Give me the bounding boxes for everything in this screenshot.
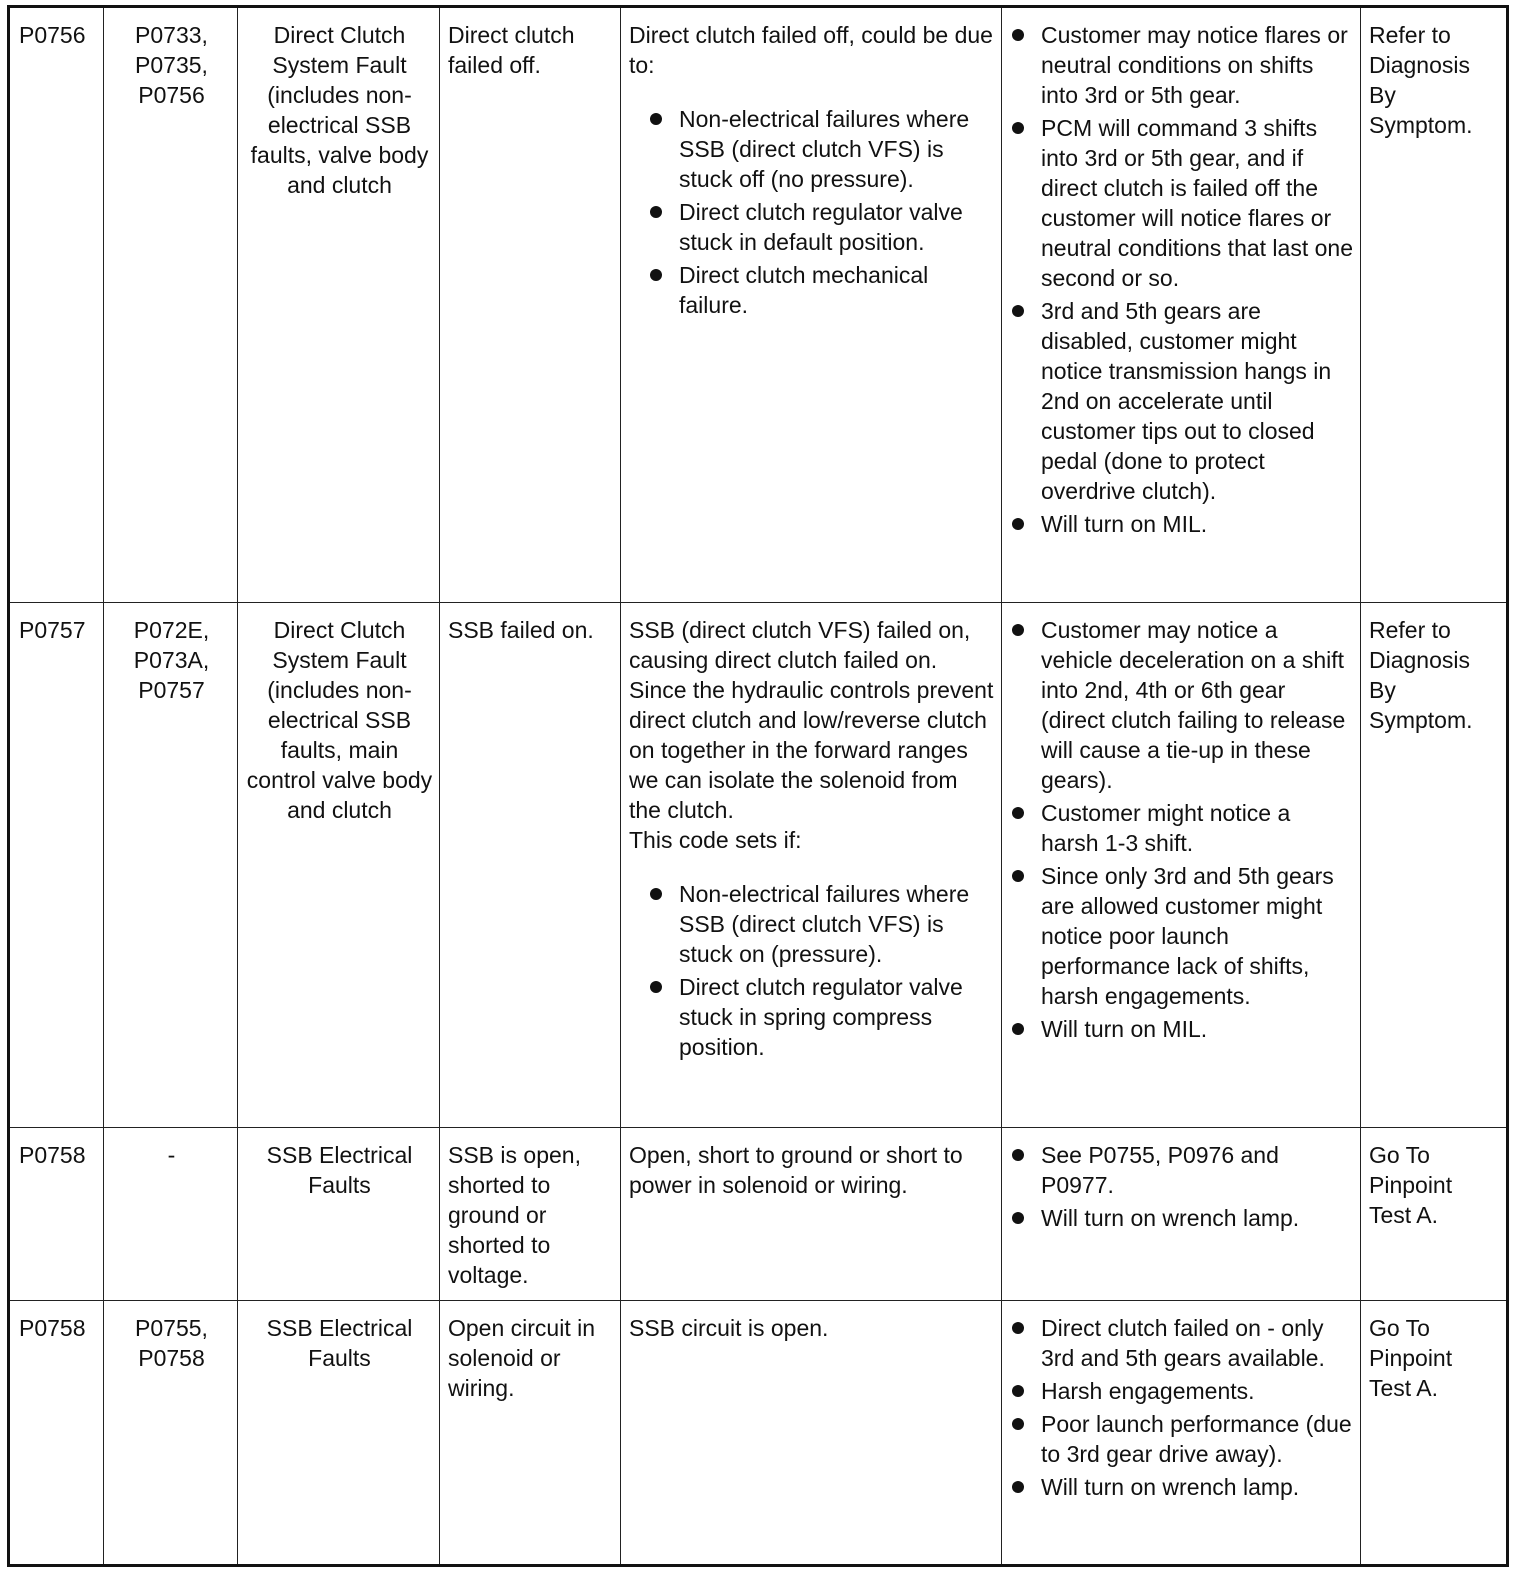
dtc-code-cell: P0756 (9, 7, 104, 603)
cause-cell (621, 1301, 1002, 1566)
symptoms-cell (1002, 603, 1361, 1128)
symptoms-cell (1002, 1301, 1361, 1566)
list-item: Customer might notice a harsh 1-3 shift. (1010, 798, 1354, 858)
list-item: Since only 3rd and 5th gears are allowed customer might notice poor launch performance lack of shifts, harsh engagements. (1010, 861, 1354, 1011)
cause-text: Direct clutch failed off, could be due to: (629, 22, 993, 78)
list-item: Will turn on MIL. (1010, 1014, 1354, 1044)
list-item: Non-electrical failures where SSB (direct clutch VFS) is stuck on (pressure). (648, 879, 995, 969)
related-code: P0756 (138, 82, 205, 108)
cause-text: SSB circuit is open. (629, 1315, 829, 1341)
description-cell: Direct Clutch System Fault (includes non-electrical SSB faults, valve body and clutch (238, 7, 440, 603)
cause-cell (621, 603, 1002, 1128)
related-code: P0735, (135, 52, 208, 78)
dtc-code-cell: P0758 (9, 1301, 104, 1566)
description-cell: Direct Clutch System Fault (includes non-electrical SSB faults, main control valve body and clutch (238, 603, 440, 1128)
related-codes-cell (104, 1301, 238, 1566)
condition-cell: SSB is open, shorted to ground or shorted to voltage. (440, 1128, 621, 1301)
list-item: Non-electrical failures where SSB (direct clutch VFS) is stuck off (no pressure). (648, 104, 995, 194)
list-item: Customer may notice flares or neutral conditions on shifts into 3rd or 5th gear. (1010, 20, 1354, 110)
related-code: P0757 (138, 677, 205, 703)
list-item: Direct clutch mechanical failure. (648, 260, 995, 320)
related-codes-cell (104, 1128, 238, 1301)
description-cell: SSB Electrical Faults (238, 1128, 440, 1301)
table-row (9, 1301, 1508, 1566)
list-item: Will turn on MIL. (1010, 509, 1354, 539)
dtc-code-cell: P0757 (9, 603, 104, 1128)
condition-cell: Direct clutch failed off. (440, 7, 621, 603)
related-code: P0733, (135, 22, 208, 48)
related-code: P073A, (133, 647, 210, 673)
dtc-table (7, 5, 1509, 1567)
symptom-list (1010, 1313, 1354, 1502)
list-item: Direct clutch failed on - only 3rd and 5th gears available. (1010, 1313, 1354, 1373)
symptom-list (1010, 1140, 1354, 1233)
action-cell: Go To Pinpoint Test A. (1361, 1128, 1508, 1301)
dtc-code-cell: P0758 (9, 1128, 104, 1301)
cause-list (629, 104, 995, 320)
list-item: Will turn on wrench lamp. (1010, 1203, 1354, 1233)
related-codes-cell (104, 603, 238, 1128)
cause-text: Since the hydraulic controls prevent direct clutch and low/reverse clutch on together in the forward ranges we can isolate the solenoid from the clutch. (629, 677, 994, 823)
action-cell: Refer to Diagnosis By Symptom. (1361, 603, 1508, 1128)
list-item: Harsh engagements. (1010, 1376, 1354, 1406)
condition-cell: Open circuit in solenoid or wiring. (440, 1301, 621, 1566)
related-code: P0758 (138, 1345, 205, 1371)
list-item: Direct clutch regulator valve stuck in default position. (648, 197, 995, 257)
cause-text: SSB (direct clutch VFS) failed on, causing direct clutch failed on. (629, 617, 971, 673)
related-code: P0755, (135, 1315, 208, 1341)
symptom-list (1010, 20, 1354, 539)
list-item: Poor launch performance (due to 3rd gear drive away). (1010, 1409, 1354, 1469)
list-item: See P0755, P0976 and P0977. (1010, 1140, 1354, 1200)
cause-list (629, 879, 995, 1062)
symptoms-cell (1002, 7, 1361, 603)
description-cell: SSB Electrical Faults (238, 1301, 440, 1566)
related-code: - (167, 1142, 176, 1168)
list-item: Will turn on wrench lamp. (1010, 1472, 1354, 1502)
cause-cell (621, 1128, 1002, 1301)
action-cell: Refer to Diagnosis By Symptom. (1361, 7, 1508, 603)
related-code: P072E, (133, 617, 210, 643)
list-item: 3rd and 5th gears are disabled, customer might notice transmission hangs in 2nd on accelerate until customer tips out to closed pedal (done to protect overdrive clutch). (1010, 296, 1354, 506)
symptom-list (1010, 615, 1354, 1044)
table-row (9, 1128, 1508, 1301)
list-item: Customer may notice a vehicle deceleration on a shift into 2nd, 4th or 6th gear (direct clutch failing to release will cause a tie-up in these gears). (1010, 615, 1354, 795)
table-row (9, 7, 1508, 603)
condition-cell: SSB failed on. (440, 603, 621, 1128)
cause-text: This code sets if: (629, 827, 802, 853)
list-item: Direct clutch regulator valve stuck in spring compress position. (648, 972, 995, 1062)
cause-cell (621, 7, 1002, 603)
cause-text: Open, short to ground or short to power in solenoid or wiring. (629, 1142, 963, 1198)
related-codes-cell (104, 7, 238, 603)
table-row (9, 603, 1508, 1128)
dtc-table-body (9, 7, 1508, 1566)
action-cell: Go To Pinpoint Test A. (1361, 1301, 1508, 1566)
list-item: PCM will command 3 shifts into 3rd or 5th gear, and if direct clutch is failed off the customer will notice flares or neutral conditions that last one second or so. (1010, 113, 1354, 293)
symptoms-cell (1002, 1128, 1361, 1301)
